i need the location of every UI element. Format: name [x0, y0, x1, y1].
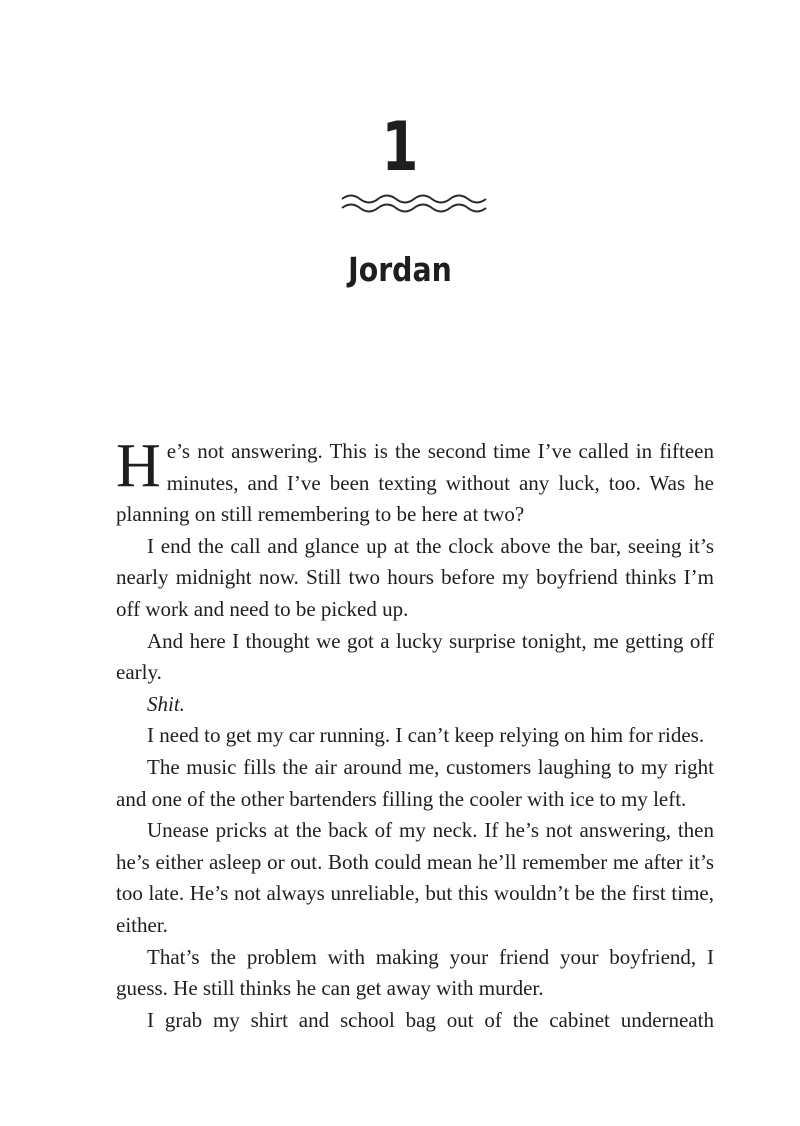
paragraph: I end the call and glance up at the clock above the bar, seeing it’s nearly midnight now. Still two hours before my boyfriend thinks I’m off work and need to be picked up. — [116, 533, 714, 621]
chapter-title: Jordan — [348, 250, 452, 289]
paragraph: I grab my shirt and school bag out of the cabinet underneath — [147, 1007, 714, 1032]
paragraph: The music fills the air around me, customers laughing to my right and one of the other bartenders filling the cooler with ice to my left. — [116, 754, 714, 811]
wave-divider-icon — [340, 190, 488, 216]
chapter-body — [116, 432, 714, 1036]
paragraph: Unease pricks at the back of my neck. If he’s not answering, then he’s either asleep or out. Both could mean he’ll remember me after it’s too late. He’s not always unreliable, but this wouldn’t be the first time, either. — [116, 818, 714, 937]
paragraph: I need to get my car running. I can’t keep relying on him for rides. — [147, 723, 705, 748]
drop-cap: H — [116, 432, 161, 500]
paragraph: And here I thought we got a lucky surprise tonight, me getting off early. — [116, 628, 714, 685]
paragraph-text: e’s not answering. This is the second time I’ve called in fifteen minutes, and I’ve been texting without any luck, too. Was he planning on still remembering to be here at two? — [116, 439, 714, 527]
paragraph: Shit. — [147, 691, 185, 716]
paragraph: That’s the problem with making your friend your boyfriend, I guess. He still thinks he can get away with murder. — [116, 944, 714, 1001]
chapter-number: 1 — [381, 108, 419, 187]
paragraph — [116, 432, 714, 531]
